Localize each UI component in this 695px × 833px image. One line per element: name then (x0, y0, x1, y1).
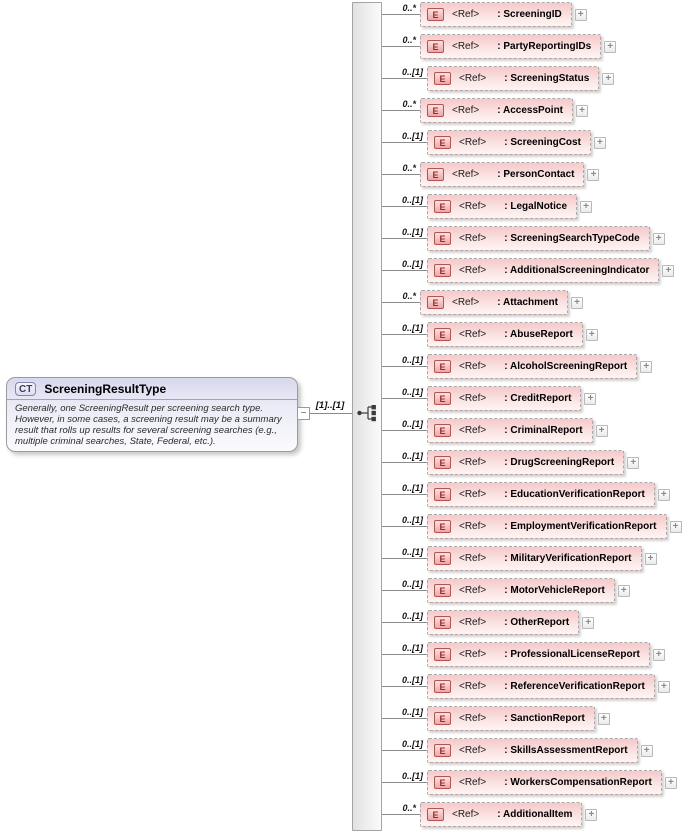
element-icon: E (434, 744, 451, 757)
element-row (427, 514, 682, 539)
element-ref-label: <Ref> (459, 521, 487, 532)
root-connector-line (310, 413, 352, 414)
cardinality-label: 0..[1] (401, 387, 423, 397)
element-ref-label: <Ref> (459, 617, 487, 628)
expand-icon[interactable]: + (580, 201, 592, 213)
element-ref-label: <Ref> (459, 233, 487, 244)
cardinality-label: 0..[1] (401, 611, 423, 621)
expand-icon[interactable]: + (594, 137, 606, 149)
element-ref-label: <Ref> (452, 9, 480, 20)
cardinality-label: 0..[1] (401, 67, 423, 77)
element-row (427, 546, 657, 571)
element-ref-label: <Ref> (452, 105, 480, 116)
element-ref-label: <Ref> (459, 201, 487, 212)
element-name: : EmploymentVerificationReport (504, 521, 657, 532)
element-connector-line (382, 750, 427, 751)
element-ref-box[interactable] (420, 98, 573, 123)
element-connector-line (382, 366, 427, 367)
expand-icon[interactable]: + (658, 489, 670, 501)
element-ref-label: <Ref> (459, 681, 487, 692)
expand-icon[interactable]: + (665, 777, 677, 789)
element-name: : ScreeningSearchTypeCode (504, 233, 640, 244)
cardinality-label: 0..* (402, 803, 416, 813)
element-ref-label: <Ref> (459, 649, 487, 660)
element-row (427, 194, 592, 219)
element-row (427, 578, 630, 603)
element-name: : Attachment (497, 297, 558, 308)
element-ref-label: <Ref> (459, 393, 487, 404)
expand-icon[interactable]: + (653, 233, 665, 245)
cardinality-label: 0..[1] (401, 515, 423, 525)
element-name: : DrugScreeningReport (504, 457, 615, 468)
element-ref-box[interactable] (420, 802, 582, 827)
expand-icon[interactable]: + (586, 329, 598, 341)
element-connector-line (382, 526, 427, 527)
expand-icon[interactable]: + (571, 297, 583, 309)
element-row (427, 450, 639, 475)
element-ref-box[interactable] (427, 482, 655, 507)
element-row (420, 98, 588, 123)
element-ref-label: <Ref> (459, 329, 487, 340)
element-ref-box[interactable] (427, 450, 624, 475)
element-name: : ProfessionalLicenseReport (504, 649, 640, 660)
cardinality-label: 0..[1] (401, 131, 423, 141)
element-connector-line (382, 110, 420, 111)
element-icon: E (434, 488, 451, 501)
element-ref-label: <Ref> (452, 169, 480, 180)
element-icon: E (434, 328, 451, 341)
element-ref-label: <Ref> (459, 361, 487, 372)
element-name: : LegalNotice (504, 201, 568, 212)
expand-icon[interactable]: + (598, 713, 610, 725)
element-ref-box[interactable] (427, 770, 662, 795)
element-row (420, 290, 583, 315)
element-name: : MilitaryVerificationReport (504, 553, 632, 564)
element-connector-line (382, 302, 420, 303)
element-name: : ScreeningID (497, 9, 562, 20)
cardinality-label: 0..[1] (401, 195, 423, 205)
cardinality-label: 0..* (402, 99, 416, 109)
element-row (420, 802, 597, 827)
element-icon: E (434, 552, 451, 565)
element-icon: E (434, 424, 451, 437)
expand-icon[interactable]: + (670, 521, 682, 533)
element-ref-box[interactable] (420, 290, 568, 315)
expand-icon[interactable]: + (662, 265, 674, 277)
expand-icon[interactable]: + (645, 553, 657, 565)
cardinality-label: 0..[1] (401, 643, 423, 653)
element-icon: E (427, 104, 444, 117)
element-ref-box[interactable] (427, 738, 638, 763)
element-ref-label: <Ref> (459, 73, 487, 84)
cardinality-label: 0..* (402, 291, 416, 301)
cardinality-label: 0..[1] (401, 227, 423, 237)
element-ref-label: <Ref> (459, 489, 487, 500)
element-ref-label: <Ref> (459, 425, 487, 436)
complex-type-header (7, 378, 297, 400)
element-ref-label: <Ref> (459, 745, 487, 756)
element-row (427, 738, 653, 763)
element-name: : SkillsAssessmentReport (504, 745, 628, 756)
element-row (427, 354, 652, 379)
element-name: : ScreeningCost (504, 137, 581, 148)
cardinality-label: 0..[1] (401, 579, 423, 589)
element-name: : AccessPoint (497, 105, 564, 116)
cardinality-label: 0..[1] (401, 355, 423, 365)
element-icon: E (427, 808, 444, 821)
expand-icon[interactable]: + (596, 425, 608, 437)
element-name: : OtherReport (504, 617, 570, 628)
cardinality-label: 0..[1] (401, 739, 423, 749)
element-name: : ReferenceVerificationReport (504, 681, 645, 692)
element-ref-box[interactable] (427, 258, 659, 283)
cardinality-label: 0..* (402, 163, 416, 173)
expand-icon[interactable]: + (604, 41, 616, 53)
element-connector-line (382, 558, 427, 559)
element-ref-label: <Ref> (459, 265, 487, 276)
element-name: : CreditReport (504, 393, 572, 404)
element-connector-line (382, 14, 420, 15)
element-ref-box[interactable] (427, 322, 583, 347)
element-row (427, 706, 610, 731)
element-icon: E (434, 360, 451, 373)
element-ref-box[interactable] (427, 130, 591, 155)
expand-icon[interactable]: + (658, 681, 670, 693)
element-row (427, 610, 594, 635)
element-ref-box[interactable] (427, 706, 595, 731)
cardinality-label: 0..* (402, 3, 416, 13)
element-ref-box[interactable] (427, 578, 615, 603)
element-connector-line (382, 590, 427, 591)
element-name: : PartyReportingIDs (497, 41, 592, 52)
element-icon: E (434, 648, 451, 661)
expand-icon[interactable]: + (584, 393, 596, 405)
element-connector-line (382, 270, 427, 271)
element-row (420, 34, 616, 59)
element-ref-box[interactable] (427, 610, 579, 635)
cardinality-label: 0..[1] (401, 771, 423, 781)
element-ref-box[interactable] (427, 354, 637, 379)
element-ref-box[interactable] (420, 34, 601, 59)
element-ref-label: <Ref> (459, 713, 487, 724)
element-connector-line (382, 238, 427, 239)
element-row (427, 322, 598, 347)
element-ref-label: <Ref> (459, 553, 487, 564)
element-connector-line (382, 782, 427, 783)
element-connector-line (382, 430, 427, 431)
element-connector-line (382, 142, 427, 143)
cardinality-label: 0..[1] (401, 419, 423, 429)
element-row (420, 162, 599, 187)
element-icon: E (434, 520, 451, 533)
element-icon: E (434, 584, 451, 597)
element-connector-line (382, 654, 427, 655)
element-connector-line (382, 334, 427, 335)
element-row (427, 258, 674, 283)
expand-icon[interactable]: + (602, 73, 614, 85)
element-name: : AdditionalItem (497, 809, 573, 820)
element-connector-line (382, 494, 427, 495)
element-ref-label: <Ref> (452, 809, 480, 820)
expand-icon[interactable]: + (576, 105, 588, 117)
expand-icon[interactable]: + (587, 169, 599, 181)
expand-icon[interactable]: + (582, 617, 594, 629)
cardinality-label: 0..* (402, 35, 416, 45)
element-name: : CriminalReport (504, 425, 583, 436)
element-icon: E (434, 456, 451, 469)
element-connector-line (382, 622, 427, 623)
element-row (427, 642, 665, 667)
element-ref-label: <Ref> (459, 457, 487, 468)
element-icon: E (434, 680, 451, 693)
element-name: : MotorVehicleReport (504, 585, 605, 596)
element-connector-line (382, 686, 427, 687)
element-name: : AlcoholScreeningReport (504, 361, 628, 372)
element-icon: E (434, 264, 451, 277)
element-icon: E (434, 616, 451, 629)
element-icon: E (434, 392, 451, 405)
element-ref-label: <Ref> (459, 585, 487, 596)
element-name: : ScreeningStatus (504, 73, 590, 84)
expand-icon[interactable]: + (653, 649, 665, 661)
expand-icon[interactable]: + (575, 9, 587, 21)
element-ref-box[interactable] (427, 674, 655, 699)
element-icon: E (434, 712, 451, 725)
element-connector-line (382, 46, 420, 47)
element-ref-label: <Ref> (459, 777, 487, 788)
element-name: : AbuseReport (504, 329, 573, 340)
element-ref-box[interactable] (427, 226, 650, 251)
element-ref-box[interactable] (427, 546, 642, 571)
complex-type-box[interactable] (6, 377, 298, 452)
collapse-icon[interactable]: − (297, 407, 310, 420)
sequence-icon[interactable] (356, 404, 380, 422)
element-row (427, 130, 606, 155)
element-ref-box[interactable] (420, 2, 572, 27)
element-name: : AdditionalScreeningIndicator (504, 265, 650, 276)
element-connector-line (382, 206, 427, 207)
element-icon: E (434, 136, 451, 149)
element-icon: E (434, 200, 451, 213)
element-icon: E (434, 72, 451, 85)
element-connector-line (382, 174, 420, 175)
element-connector-line (382, 398, 427, 399)
element-connector-line (382, 78, 427, 79)
element-connector-line (382, 462, 427, 463)
root-cardinality-label: [1]..[1] (315, 400, 345, 411)
cardinality-label: 0..[1] (401, 451, 423, 461)
element-ref-label: <Ref> (452, 297, 480, 308)
expand-icon[interactable]: + (618, 585, 630, 597)
complex-type-title: ScreeningResultType (44, 382, 167, 396)
cardinality-label: 0..[1] (401, 675, 423, 685)
cardinality-label: 0..[1] (401, 259, 423, 269)
complex-type-description: Generally, one ScreeningResult per screening search type. However, in some cases, a screening result may be a summary result that rolls up results for several screening searches (e.g., multiple criminal searches, State, Federal, etc.). (15, 403, 282, 448)
expand-icon[interactable]: + (627, 457, 639, 469)
element-icon: E (427, 40, 444, 53)
element-icon: E (427, 296, 444, 309)
element-row (427, 674, 670, 699)
element-ref-box[interactable] (427, 418, 593, 443)
element-row (427, 66, 614, 91)
element-name: : SanctionReport (504, 713, 585, 724)
element-ref-box[interactable] (427, 386, 581, 411)
element-name: : WorkersCompensationReport (504, 777, 652, 788)
element-row (420, 2, 587, 27)
element-ref-box[interactable] (420, 162, 584, 187)
expand-icon[interactable]: + (641, 745, 653, 757)
element-name: : PersonContact (497, 169, 575, 180)
element-row (427, 226, 665, 251)
cardinality-label: 0..[1] (401, 707, 423, 717)
cardinality-label: 0..[1] (401, 483, 423, 493)
element-ref-label: <Ref> (452, 41, 480, 52)
expand-icon[interactable]: + (640, 361, 652, 373)
element-ref-box[interactable] (427, 66, 599, 91)
element-ref-box[interactable] (427, 642, 650, 667)
element-icon: E (427, 8, 444, 21)
element-icon: E (427, 168, 444, 181)
element-row (427, 418, 608, 443)
element-ref-box[interactable] (427, 194, 577, 219)
element-row (427, 770, 677, 795)
element-icon: E (434, 776, 451, 789)
element-ref-box[interactable] (427, 514, 667, 539)
element-name: : EducationVerificationReport (504, 489, 645, 500)
element-connector-line (382, 718, 427, 719)
complex-type-badge: CT (15, 382, 36, 396)
element-icon: E (434, 232, 451, 245)
element-ref-label: <Ref> (459, 137, 487, 148)
element-row (427, 386, 596, 411)
cardinality-label: 0..[1] (401, 323, 423, 333)
element-row (427, 482, 670, 507)
cardinality-label: 0..[1] (401, 547, 423, 557)
element-connector-line (382, 814, 420, 815)
expand-icon[interactable]: + (585, 809, 597, 821)
